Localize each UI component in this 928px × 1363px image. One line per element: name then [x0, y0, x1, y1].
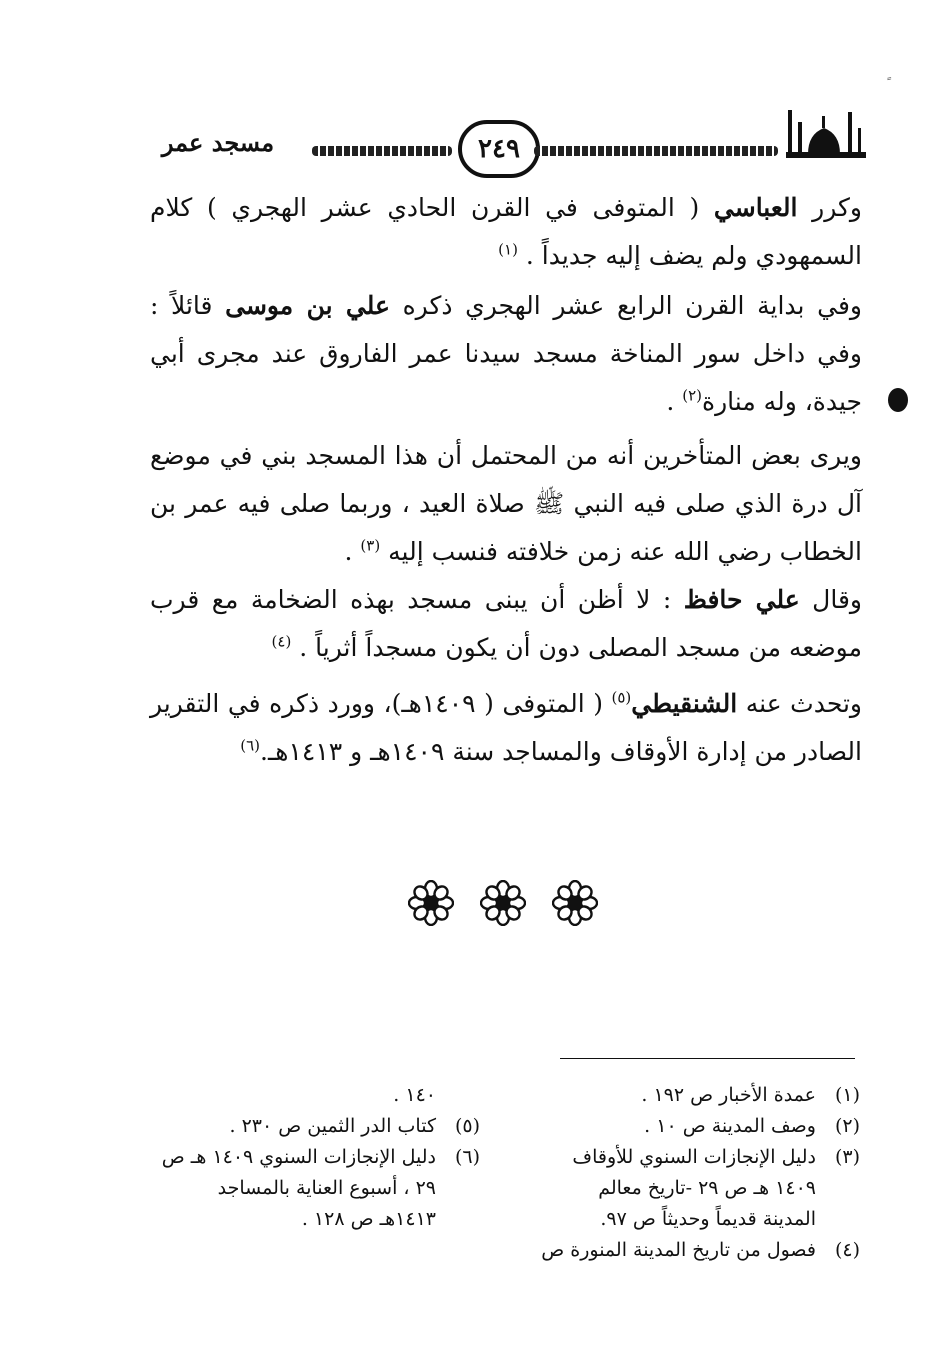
text: . — [666, 387, 683, 416]
footnote-text: دليل الإنجازات السنوي ١٤٠٩ هـ ص — [161, 1146, 436, 1168]
flower-ornament-icon — [552, 880, 598, 926]
text: وقال — [799, 585, 862, 614]
footnote-separator — [560, 1058, 855, 1059]
footnote-continuation: ١٤١٣هـ ص ١٢٨ . — [301, 1208, 436, 1230]
footnote-number: (٣) — [834, 1146, 860, 1168]
footnote-text: كتاب الدر الثمين ص ٢٣٠ . — [229, 1115, 436, 1137]
paragraph-4 — [150, 576, 862, 672]
text: وكرر — [797, 193, 862, 222]
footnote — [140, 1142, 480, 1173]
footnote — [520, 1111, 860, 1142]
text: . — [344, 537, 361, 566]
paragraph-2 — [150, 282, 862, 426]
person-name: علي بن موسى — [225, 291, 390, 320]
mosque-logo-icon — [786, 108, 866, 170]
section-ornaments — [408, 880, 598, 930]
text: : لا أظن أن يبنى مسجد بهذه الضخامة مع قرب موضعه من مسجد المصلى دون أن يكون مسجداً أثرياً . — [150, 585, 862, 662]
footnote-ref: (١) — [498, 240, 518, 259]
footnote-ref: (٥) — [611, 688, 632, 707]
footnotes-right-column — [520, 1080, 860, 1266]
footnote-ref: (٤) — [271, 632, 292, 651]
page-number: ٢٤٩ — [458, 120, 540, 178]
flower-ornament-icon — [408, 880, 454, 926]
footnote-text: عمدة الأخبار ص ١٩٢ . — [641, 1084, 816, 1106]
footnote — [520, 1235, 860, 1266]
person-name: الشنقيطي — [631, 689, 738, 718]
paragraph-5 — [150, 680, 862, 776]
text: وفي بداية القرن الرابع عشر الهجري ذكره — [389, 291, 862, 320]
header-chain-right — [534, 146, 778, 156]
margin-dot — [888, 388, 908, 412]
flower-ornament-icon — [480, 880, 526, 926]
header-chain-left — [312, 146, 452, 156]
person-name: علي حافظ — [683, 585, 800, 614]
text: ( المتوفى ( ١٤٠٩هـ)، وورد ذكره في التقرير الصادر من إدارة الأوقاف والمساجد سنة ١٤٠٩هـ و ١٤١٣هـ. — [150, 689, 862, 766]
footnote-number: (١) — [834, 1084, 860, 1106]
footnote-number: (٤) — [834, 1239, 860, 1261]
text: وتحدث عنه — [737, 689, 862, 718]
footnote-number: (٦) — [454, 1146, 480, 1168]
running-title: مسجد عمر — [161, 128, 275, 157]
footnote-number: (٥) — [454, 1115, 480, 1137]
footnote-number: (٢) — [834, 1115, 860, 1137]
footnote-ref: (٢) — [682, 386, 702, 405]
footnote — [520, 1142, 860, 1173]
text: ( المتوفى في القرن الحادي عشر الهجري ) كلام السمهودي ولم يضف إليه جديداً . — [150, 193, 862, 270]
text: ويرى بعض المتأخرين أنه من المحتمل أن هذا المسجد بني في موضع آل درة الذي صلى فيه النبي ﷺ صلاة العيد ، وربما صلى فيه عمر بن الخطاب رضي الله عنه زمن خلافته فنسب إليه — [150, 441, 862, 566]
footnotes-left-column — [140, 1080, 480, 1235]
footnote-continuation: ٢٩ ، أسبوع العناية بالمساجد — [217, 1177, 436, 1199]
footnote-ref: (٣) — [360, 536, 381, 555]
footnote-text: وصف المدينة ص ١٠ . — [644, 1115, 816, 1137]
footnote-ref: (٦) — [240, 736, 260, 755]
footnote-text: دليل الإنجازات السنوي للأوقاف — [572, 1146, 816, 1168]
paragraph-1 — [150, 184, 862, 280]
page-header — [120, 108, 868, 188]
footnote — [140, 1111, 480, 1142]
footnote-continuation: المدينة قديماً وحديثاً ص ٩٧. — [600, 1208, 816, 1230]
footnote-continuation: ١٤٠٩ هـ ص ٢٩ -تاريخ معالم — [598, 1177, 816, 1199]
paragraph-3 — [150, 432, 862, 576]
person-name: العباسي — [713, 193, 798, 222]
footnote-continuation: ١٤٠ . — [393, 1084, 436, 1106]
text: قائلاً : وفي داخل سور المناخة مسجد سيدنا عمر الفاروق عند مجرى أبي جيدة، وله منارة — [150, 291, 862, 416]
footnote — [520, 1080, 860, 1111]
footnote-text: فصول من تاريخ المدينة المنورة ص — [541, 1239, 816, 1261]
